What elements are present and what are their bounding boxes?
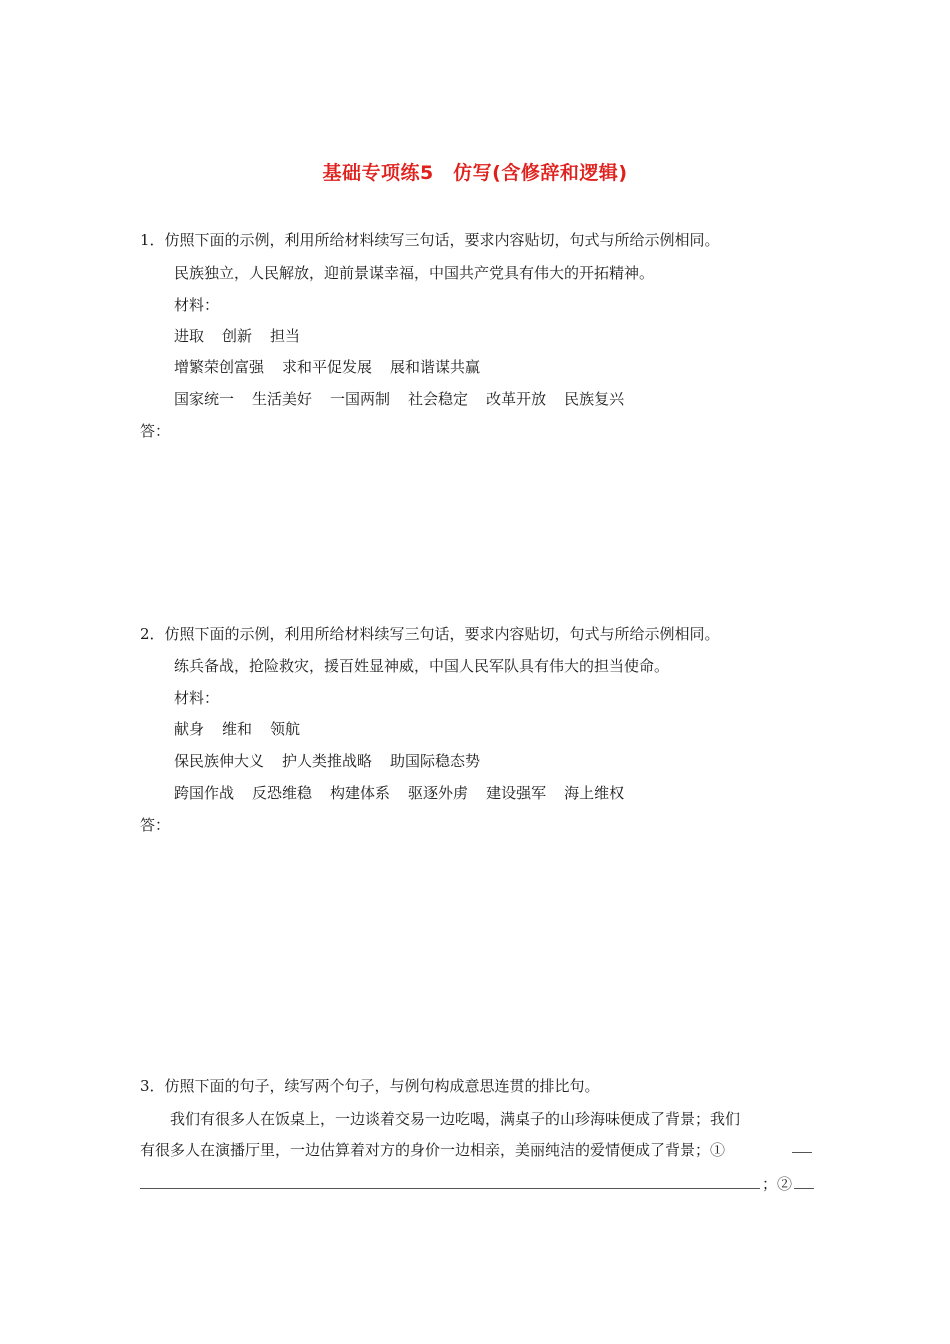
question-1-material-row-1 xyxy=(174,326,300,346)
material-word: 生活美好 xyxy=(252,390,313,408)
answer-blank-1-start[interactable] xyxy=(792,1152,812,1153)
question-1-stem: 1．仿照下面的示例，利用所给材料续写三句话，要求内容贴切，句式与所给示例相同。 xyxy=(140,231,720,249)
question-3-passage-line-2: 有很多人在演播厅里，一边估算着对方的身价一边相亲，美丽纯洁的爱情便成了背景；① xyxy=(140,1141,726,1159)
material-word: 展和谐谋共赢 xyxy=(390,358,481,376)
material-word: 维和 xyxy=(222,720,253,738)
question-2-material-label: 材料： xyxy=(174,689,220,707)
question-2-material-row-3 xyxy=(174,783,624,803)
material-word: 助国际稳态势 xyxy=(390,752,481,770)
page-title: 基础专项练5 仿写(含修辞和逻辑) xyxy=(322,162,628,184)
question-3-stem: 3．仿照下面的句子，续写两个句子，与例句构成意思连贯的排比句。 xyxy=(140,1077,600,1095)
material-word: 求和平促发展 xyxy=(282,358,373,376)
material-word: 建设强军 xyxy=(486,784,547,802)
material-word: 社会稳定 xyxy=(408,390,469,408)
material-word: 护人类推战略 xyxy=(282,752,373,770)
question-1-example: 民族独立，人民解放，迎前景谋幸福，中国共产党具有伟大的开拓精神。 xyxy=(174,264,655,282)
material-word: 献身 xyxy=(174,720,205,738)
material-word: 领航 xyxy=(270,720,301,738)
question-1-answer-label: 答： xyxy=(140,422,171,440)
question-2-material-row-2 xyxy=(174,751,480,771)
question-2-answer-label: 答： xyxy=(140,816,171,834)
question-1-material-row-3 xyxy=(174,389,624,409)
material-word: 增繁荣创富强 xyxy=(174,358,265,376)
question-2-example: 练兵备战，抢险救灾，援百姓显神威，中国人民军队具有伟大的担当使命。 xyxy=(174,657,670,675)
material-word: 保民族伸大义 xyxy=(174,752,265,770)
answer-blank-1[interactable] xyxy=(140,1188,760,1189)
question-2-material-row-1 xyxy=(174,719,300,739)
answer-blank-2-start[interactable] xyxy=(794,1188,814,1189)
question-1-material-label: 材料： xyxy=(174,296,220,314)
material-word: 一国两制 xyxy=(330,390,391,408)
material-word: 跨国作战 xyxy=(174,784,235,802)
material-word: 改革开放 xyxy=(486,390,547,408)
material-word: 驱逐外虏 xyxy=(408,784,469,802)
material-word: 担当 xyxy=(270,327,301,345)
question-2-stem: 2．仿照下面的示例，利用所给材料续写三句话，要求内容贴切，句式与所给示例相同。 xyxy=(140,625,720,643)
material-word: 构建体系 xyxy=(330,784,391,802)
material-word: 海上维权 xyxy=(564,784,625,802)
material-word: 创新 xyxy=(222,327,253,345)
material-word: 民族复兴 xyxy=(564,390,625,408)
material-word: 进取 xyxy=(174,327,205,345)
question-1-material-row-2 xyxy=(174,357,480,377)
material-word: 国家统一 xyxy=(174,390,235,408)
question-3-blank-2-marker: ；② xyxy=(762,1175,793,1193)
question-3-passage-line-1: 我们有很多人在饭桌上，一边谈着交易一边吃喝，满桌子的山珍海味便成了背景；我们 xyxy=(140,1110,741,1128)
material-word: 反恐维稳 xyxy=(252,784,313,802)
